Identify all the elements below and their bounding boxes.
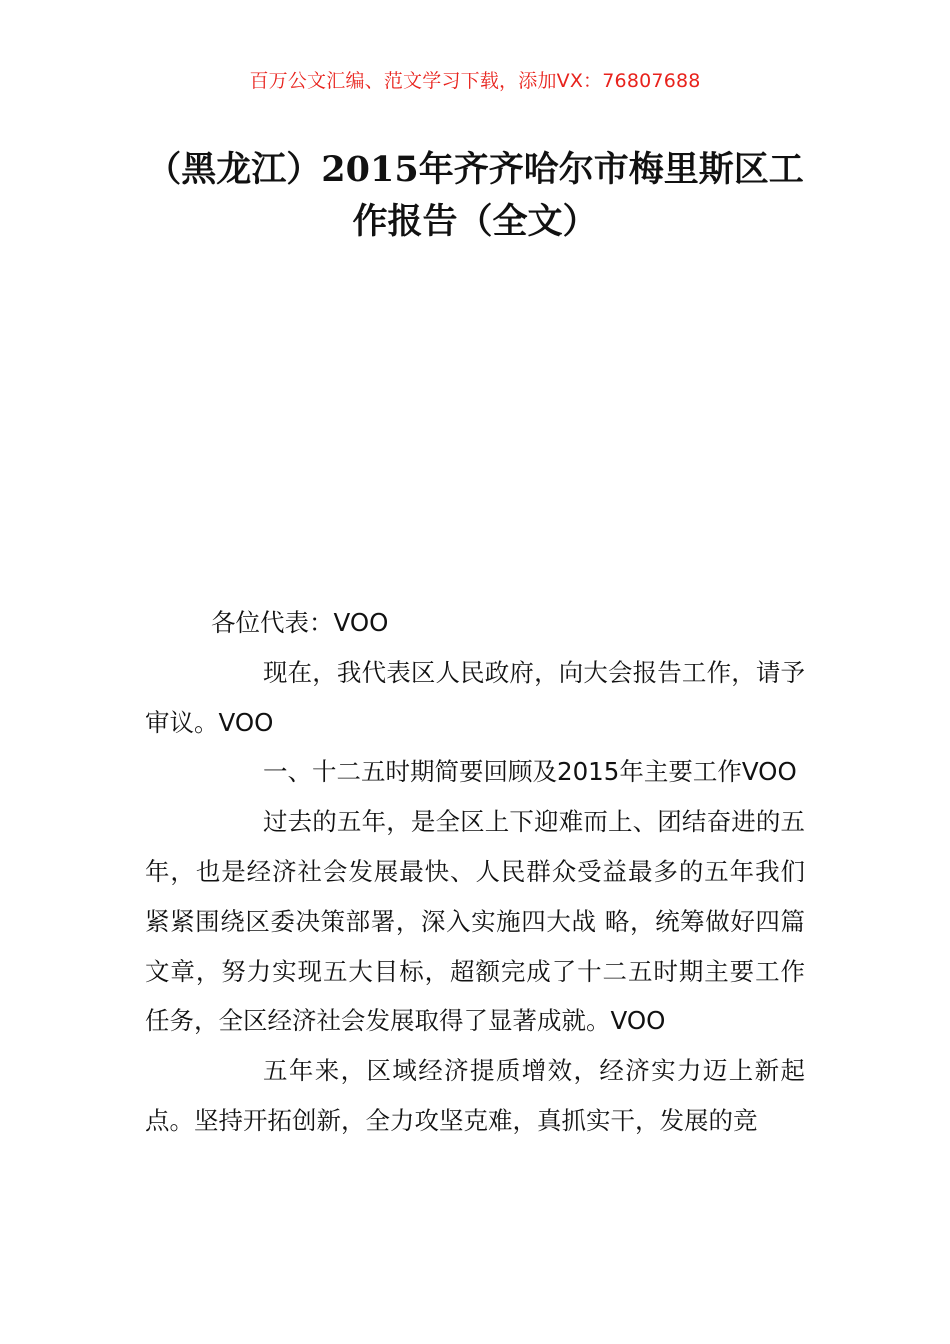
paragraph-intro: 现在，我代表区人民政府，向大会报告工作，请予审议。VOO [145, 657, 805, 737]
salutation: 各位代表：VOO [211, 608, 389, 637]
header-note: 百万公文汇编、范文学习下载，添加VX：76807688 [249, 70, 701, 92]
document-title: （黑龙江）2015年齐齐哈尔市梅里斯区工作报告（全文） [146, 149, 804, 242]
paragraph-economy: 五年来，区域经济提质增效，经济实力迈上新起点。坚持开拓创新，全力攻坚克难，真抓实干，发展的竞 [145, 1056, 805, 1135]
paragraph-review: 过去的五年，是全区上下迎难而上、团结奋进的五年，也是经济社会发展最快、人民群众受益最多的五年我们紧紧围绕区委决策部署，深入实施四大战 略，统筹做好四篇文章，努力实现五大目标，超额完成了十二五时期主要工作任务，全区经济社会发展取得了显著成就。VOO [145, 807, 805, 1036]
section-heading: 一、十二五时期简要回顾及2015年主要工作VOO [263, 757, 797, 787]
document-body [145, 598, 805, 1146]
